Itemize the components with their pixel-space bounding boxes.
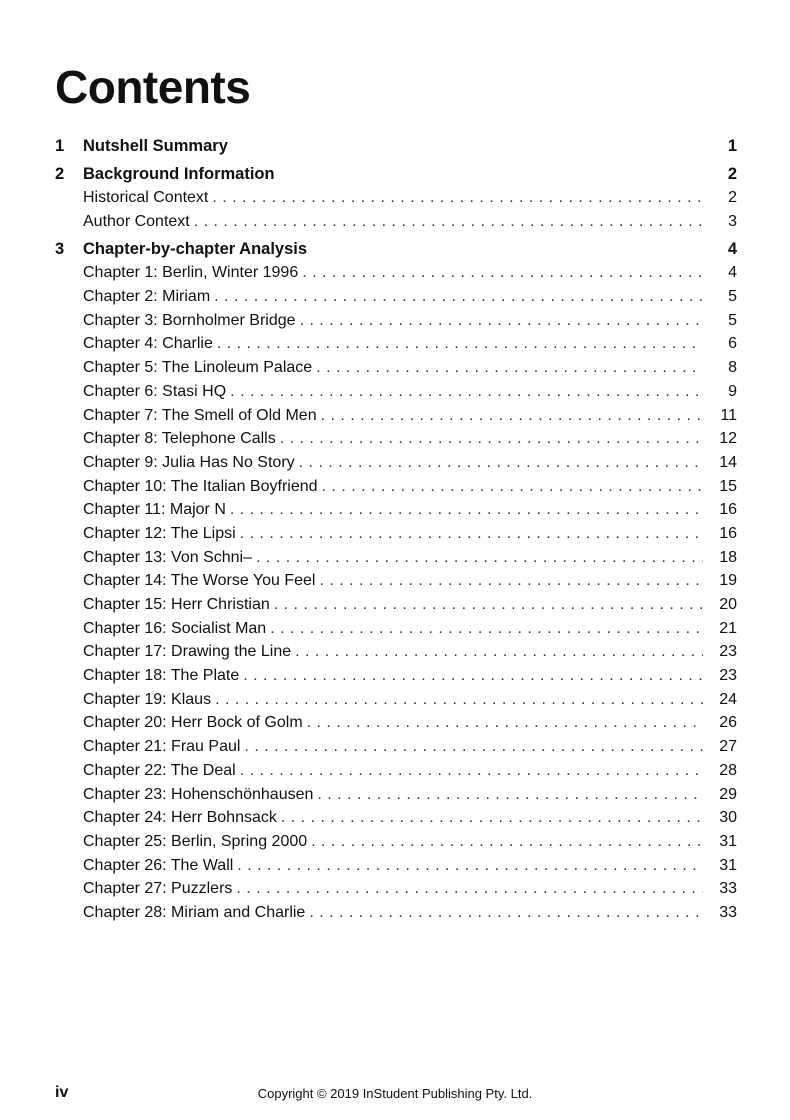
section-number: 1 <box>55 137 65 155</box>
entry-page-number: 33 <box>719 903 737 921</box>
section-number: 3 <box>55 240 65 259</box>
entry-title: Chapter 22: The Deal <box>83 761 236 779</box>
entry-title: Chapter 16: Socialist Man <box>83 619 267 637</box>
dot-leader <box>302 261 703 285</box>
section-number: 2 <box>55 165 65 183</box>
dot-leader <box>280 427 703 451</box>
section-title: Nutshell Summary <box>83 137 228 155</box>
dot-leader <box>322 475 703 499</box>
page-title: Contents <box>55 61 251 113</box>
dot-leader <box>214 285 703 309</box>
entry-page-number: 16 <box>719 524 737 542</box>
toc-section <box>55 237 737 928</box>
section-page-number: 1 <box>727 137 737 155</box>
section-title: Chapter-by-chapter Analysis <box>83 240 308 259</box>
entry-title: Chapter 24: Herr Bohnsack <box>83 809 277 827</box>
dot-leader <box>217 332 703 356</box>
toc-entry[interactable] <box>55 711 737 735</box>
entry-page-number: 21 <box>719 619 737 637</box>
entry-title: Chapter 25: Berlin, Spring 2000 <box>83 832 308 850</box>
entry-title: Chapter 2: Miriam <box>83 288 211 306</box>
toc-section <box>55 134 737 162</box>
toc-entry[interactable] <box>55 640 737 664</box>
entry-title: Chapter 19: Klaus <box>83 690 212 708</box>
dot-leader <box>237 854 703 878</box>
dot-leader <box>299 451 703 475</box>
section-spacer <box>55 925 737 929</box>
dot-leader <box>281 806 703 830</box>
dot-leader <box>256 546 703 570</box>
entry-page-number: 30 <box>719 809 737 827</box>
toc-entry[interactable] <box>55 664 737 688</box>
entry-title: Chapter 7: The Smell of Old Men <box>83 406 317 424</box>
toc-section-heading[interactable] <box>55 162 737 186</box>
dot-leader <box>244 735 703 759</box>
entry-title: Chapter 1: Berlin, Winter 1996 <box>83 264 299 282</box>
entry-page-number: 16 <box>719 501 737 519</box>
toc-section-heading[interactable] <box>55 134 737 158</box>
toc-entry[interactable] <box>55 759 737 783</box>
table-of-contents <box>55 134 737 929</box>
dot-leader <box>309 901 703 925</box>
entry-page-number: 12 <box>719 430 737 448</box>
entry-page-number: 9 <box>728 382 737 400</box>
toc-entry[interactable] <box>55 522 737 546</box>
entry-page-number: 27 <box>719 738 737 756</box>
entry-page-number: 11 <box>720 406 737 424</box>
entry-title: Chapter 11: Major N <box>83 501 226 519</box>
entry-page-number: 31 <box>719 832 737 850</box>
entry-title: Chapter 6: Stasi HQ <box>83 382 227 400</box>
entry-title: Chapter 10: The Italian Boyfriend <box>83 477 318 495</box>
entry-page-number: 8 <box>728 359 737 377</box>
dot-leader <box>236 877 703 901</box>
section-title: Background Information <box>83 165 275 183</box>
dot-leader <box>243 664 703 688</box>
entry-title: Chapter 15: Herr Christian <box>83 596 270 613</box>
dot-leader <box>194 210 703 234</box>
dot-leader <box>321 404 703 428</box>
dot-leader <box>240 522 703 546</box>
toc-entry[interactable] <box>55 309 737 333</box>
entry-title: Historical Context <box>83 189 209 206</box>
entry-page-number: 28 <box>719 761 737 779</box>
dot-leader <box>316 356 703 380</box>
toc-section-heading[interactable] <box>55 237 737 261</box>
entry-title: Chapter 5: The Linoleum Palace <box>83 359 313 377</box>
entry-page-number: 18 <box>719 548 737 566</box>
entry-page-number: 19 <box>719 572 737 590</box>
toc-entry[interactable] <box>55 427 737 451</box>
entry-title: Chapter 17: Drawing the Line <box>83 643 292 661</box>
toc-entry[interactable] <box>55 735 737 759</box>
section-page-number: 2 <box>727 165 737 183</box>
entry-page-number: 33 <box>719 880 737 898</box>
toc-entry[interactable] <box>55 901 737 925</box>
entry-page-number: 2 <box>728 189 737 206</box>
toc-entry[interactable] <box>55 356 737 380</box>
entry-title: Chapter 20: Herr Bock of Golm <box>83 714 303 732</box>
entry-page-number: 14 <box>719 453 737 471</box>
entry-page-number: 20 <box>719 596 737 613</box>
dot-leader <box>300 309 703 333</box>
footer-copyright: Copyright © 2019 InStudent Publishing Pty. Ltd. <box>257 1086 533 1101</box>
dot-leader <box>212 186 703 210</box>
entry-page-number: 26 <box>719 714 737 732</box>
entry-title: Chapter 23: Hohenschönhausen <box>83 785 314 803</box>
dot-leader <box>311 830 703 854</box>
entry-page-number: 23 <box>719 667 737 685</box>
dot-leader <box>215 688 703 712</box>
entry-page-number: 24 <box>719 690 737 708</box>
entry-page-number: 23 <box>719 643 737 661</box>
dot-leader <box>270 617 703 641</box>
toc-entry[interactable] <box>55 688 737 712</box>
dot-leader <box>240 759 703 783</box>
entry-title: Chapter 8: Telephone Calls <box>83 430 276 448</box>
entry-page-number: 29 <box>719 785 737 803</box>
toc-entry[interactable] <box>55 210 737 234</box>
entry-title: Chapter 13: Von Schni– <box>83 548 253 566</box>
entry-title: Chapter 4: Charlie <box>83 335 213 353</box>
entry-page-number: 5 <box>728 288 737 306</box>
toc-entry[interactable] <box>55 380 737 404</box>
toc-entry[interactable] <box>55 332 737 356</box>
toc-entry[interactable] <box>55 186 737 210</box>
toc-entry[interactable] <box>55 498 737 522</box>
entry-title: Chapter 26: The Wall <box>83 856 234 874</box>
dot-leader <box>319 569 703 593</box>
entry-page-number: 15 <box>719 477 737 495</box>
entry-title: Chapter 12: The Lipsi <box>83 524 236 542</box>
entry-title: Chapter 28: Miriam and Charlie <box>83 903 306 921</box>
entry-title: Chapter 3: Bornholmer Bridge <box>83 311 296 329</box>
toc-entry[interactable] <box>55 806 737 830</box>
entry-page-number: 31 <box>719 856 737 874</box>
entry-page-number: 4 <box>728 264 737 282</box>
section-page-number: 4 <box>727 240 737 259</box>
entry-title: Chapter 18: The Plate <box>83 667 240 685</box>
toc-entry[interactable] <box>55 569 737 593</box>
entry-page-number: 3 <box>728 212 737 230</box>
dot-leader <box>307 711 703 735</box>
toc-entry[interactable] <box>55 285 737 309</box>
entry-page-number: 6 <box>728 335 737 353</box>
dot-leader <box>317 783 703 807</box>
entry-title: Chapter 14: The Worse You Feel <box>83 572 316 590</box>
entry-title: Author Context <box>83 212 190 230</box>
dot-leader <box>230 498 703 522</box>
dot-leader <box>274 593 703 617</box>
entry-title: Chapter 9: Julia Has No Story <box>83 453 295 471</box>
toc-entry[interactable] <box>55 261 737 285</box>
toc-entry[interactable] <box>55 877 737 901</box>
entry-title: Chapter 27: Puzzlers <box>83 880 233 898</box>
toc-entry[interactable] <box>55 854 737 878</box>
toc-section <box>55 162 737 237</box>
footer-page-number: iv <box>55 1084 69 1101</box>
toc-entry[interactable] <box>55 451 737 475</box>
toc-entry[interactable] <box>55 783 737 807</box>
dot-leader <box>295 640 703 664</box>
toc-entry[interactable] <box>55 830 737 854</box>
toc-entry[interactable] <box>55 617 737 641</box>
toc-entry[interactable] <box>55 475 737 499</box>
entry-title: Chapter 21: Frau Paul <box>83 738 241 756</box>
toc-entry[interactable] <box>55 593 737 617</box>
toc-entry[interactable] <box>55 546 737 570</box>
toc-entry[interactable] <box>55 404 737 428</box>
dot-leader <box>230 380 703 404</box>
entry-page-number: 5 <box>728 311 737 329</box>
